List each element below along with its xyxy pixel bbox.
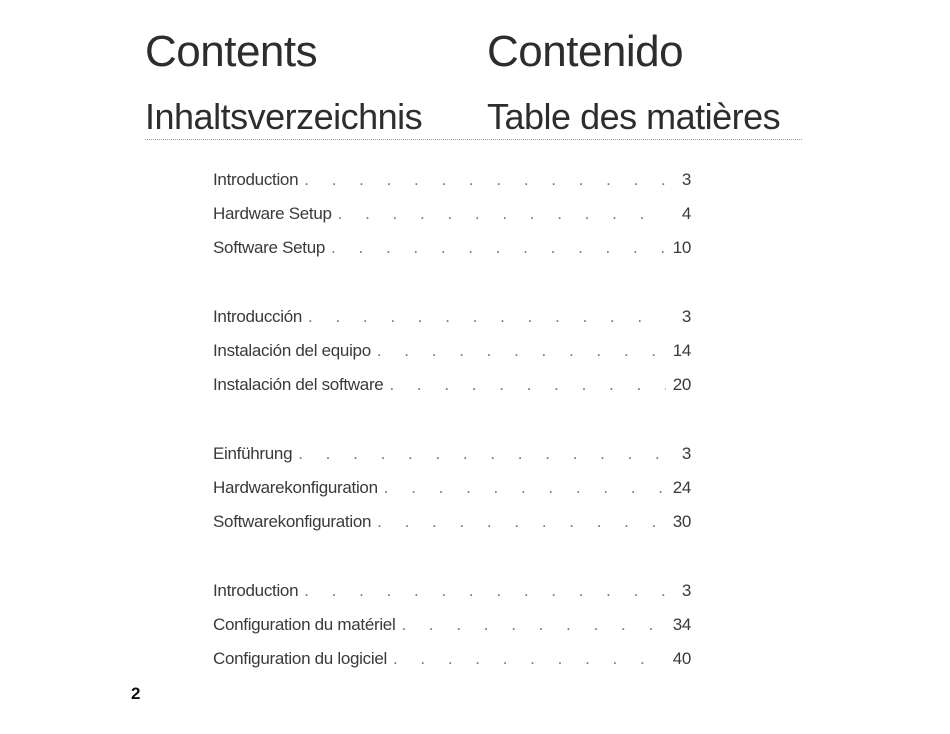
toc-section-spanish	[213, 303, 691, 405]
table-of-contents	[213, 166, 691, 714]
toc-entry-label: Hardware Setup	[213, 204, 332, 223]
toc-entry-label: Hardwarekonfiguration	[213, 478, 378, 497]
title-divider	[145, 139, 802, 140]
toc-entry[interactable]	[213, 200, 691, 234]
toc-entry[interactable]	[213, 440, 691, 474]
toc-entry-label: Softwarekonfiguration	[213, 512, 372, 531]
toc-entry[interactable]	[213, 577, 691, 611]
toc-entry-page: 4	[681, 204, 691, 223]
toc-entry-label: Einführung	[213, 444, 293, 463]
toc-entry-page: 10	[672, 238, 691, 257]
toc-entry-label: Software Setup	[213, 238, 326, 257]
dot-leader	[331, 234, 666, 262]
toc-entry-page: 34	[672, 615, 691, 634]
toc-entry[interactable]	[213, 303, 691, 337]
dot-leader	[389, 371, 666, 399]
toc-entry-page: 3	[681, 581, 691, 600]
title-contents: Contents	[145, 27, 318, 76]
toc-entry-page: 3	[681, 444, 691, 463]
toc-entry[interactable]	[213, 474, 691, 508]
toc-entry[interactable]	[213, 337, 691, 371]
toc-entry-page: 3	[681, 170, 691, 189]
dot-leader	[401, 611, 666, 639]
title-contenido: Contenido	[487, 27, 684, 76]
dot-leader	[338, 200, 666, 228]
toc-entry[interactable]	[213, 508, 691, 542]
toc-entry[interactable]	[213, 645, 691, 679]
toc-entry-label: Configuration du matériel	[213, 615, 396, 634]
toc-entry[interactable]	[213, 166, 691, 200]
toc-entry-label: Introduction	[213, 581, 299, 600]
dot-leader	[298, 440, 666, 468]
toc-entry-page: 3	[681, 307, 691, 326]
dot-leader	[393, 645, 666, 673]
toc-section-french	[213, 577, 691, 679]
toc-entry-label: Configuration du logiciel	[213, 649, 387, 668]
toc-entry-label: Instalación del equipo	[213, 341, 371, 360]
toc-entry-label: Introduction	[213, 170, 299, 189]
toc-section-german	[213, 440, 691, 542]
dot-leader	[304, 577, 666, 605]
toc-entry-page: 40	[672, 649, 691, 668]
dot-leader	[308, 303, 666, 331]
toc-section-english	[213, 166, 691, 268]
toc-entry[interactable]	[213, 371, 691, 405]
toc-entry-page: 30	[672, 512, 691, 531]
toc-entry[interactable]	[213, 234, 691, 268]
dot-leader	[304, 166, 666, 194]
toc-entry-page: 24	[672, 478, 691, 497]
dot-leader	[377, 508, 666, 536]
title-table-des-matieres: Table des matières	[487, 96, 781, 137]
dot-leader	[384, 474, 666, 502]
page-number: 2	[131, 684, 141, 703]
toc-entry-page: 14	[672, 341, 691, 360]
toc-entry-label: Instalación del software	[213, 375, 384, 394]
toc-entry-page: 20	[672, 375, 691, 394]
toc-entry-label: Introducción	[213, 307, 303, 326]
title-inhaltsverzeichnis: Inhaltsverzeichnis	[145, 96, 423, 137]
toc-entry[interactable]	[213, 611, 691, 645]
dot-leader	[377, 337, 666, 365]
